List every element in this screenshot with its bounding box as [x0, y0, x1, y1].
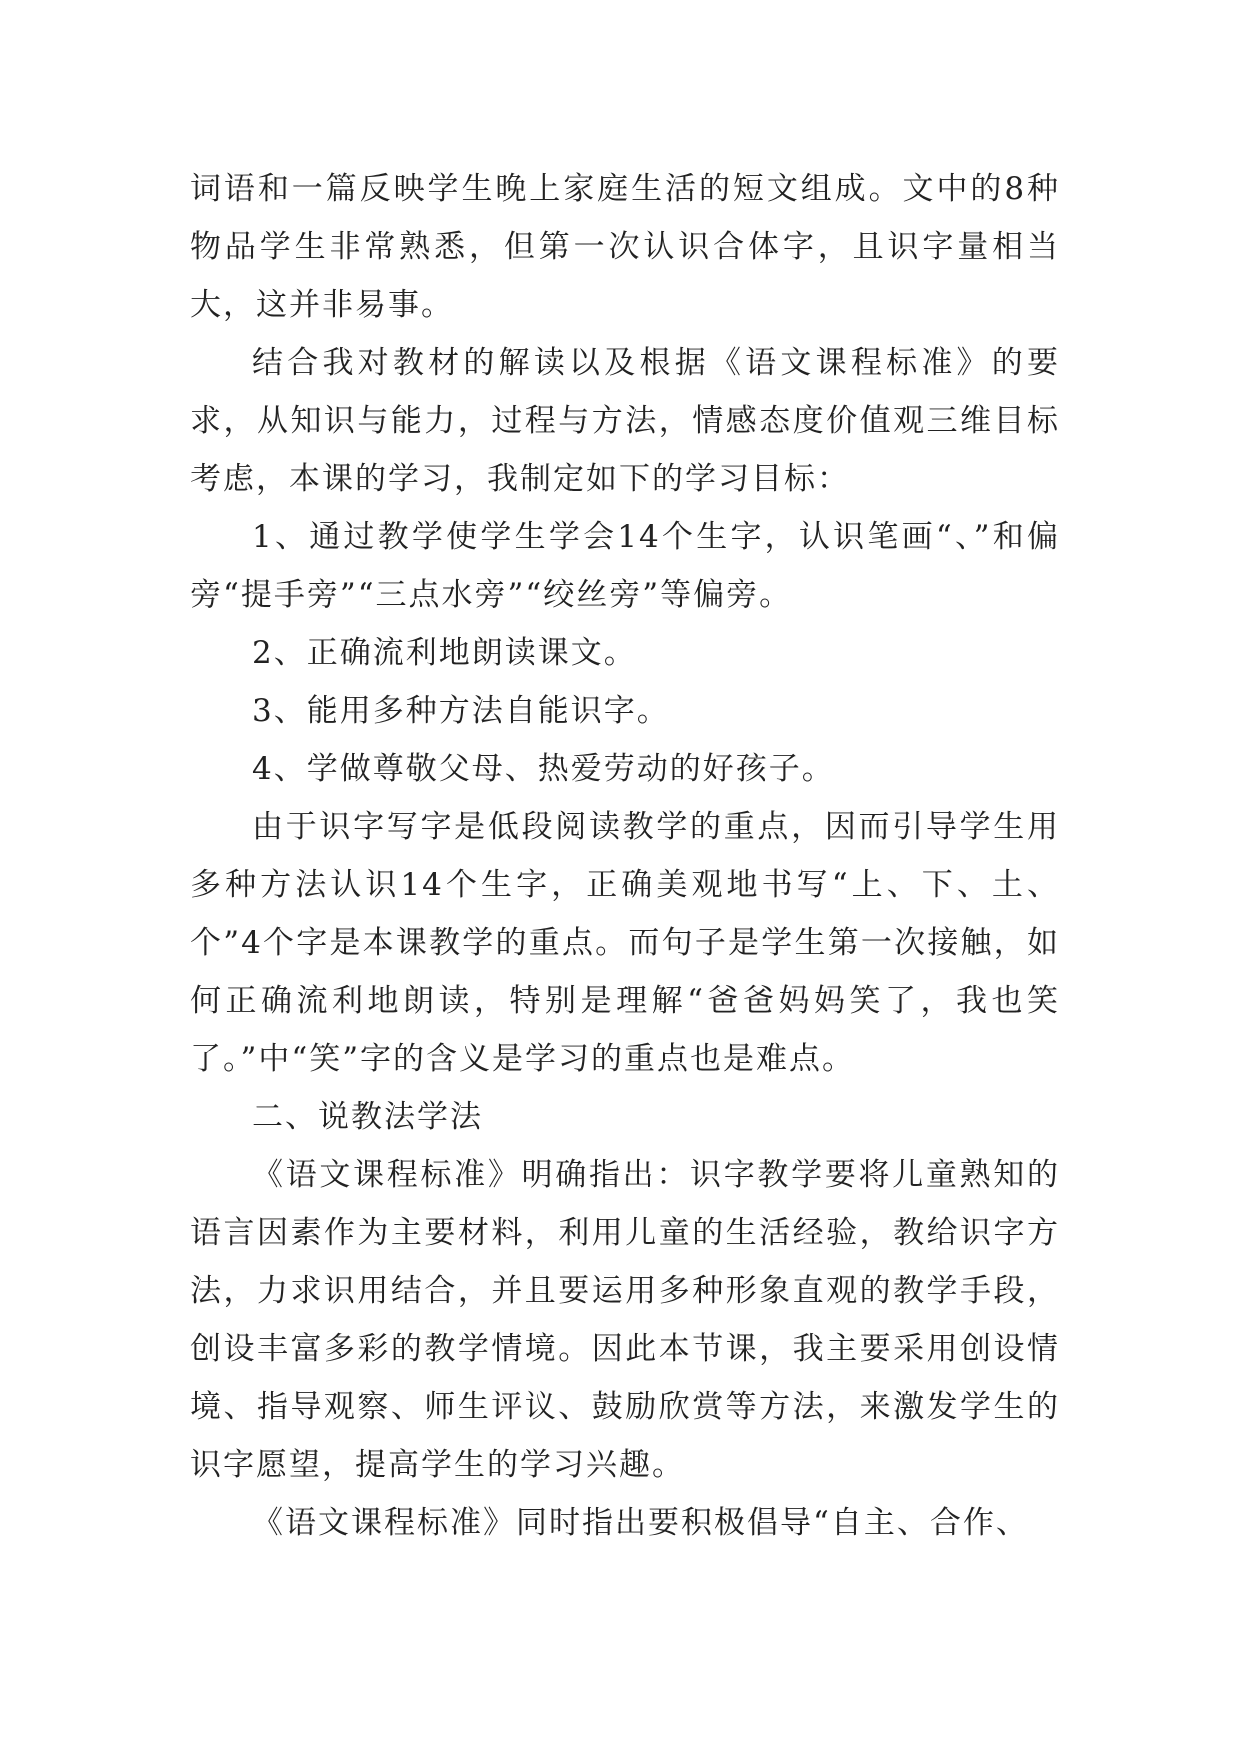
paragraph-learning-methods: 《语文课程标准》同时指出要积极倡导“自主、合作、 — [252, 1505, 1029, 1541]
paragraph-objectives-intro: 结合我对教材的解读以及根据《语文课程标准》的要求，从知识与能力，过程与方法，情感态度价值观三维目标考虑，本课的学习，我制定如下的学习目标： — [190, 345, 1060, 497]
paragraph-teaching-methods: 《语文课程标准》明确指出：识字教学要将儿童熟知的语言因素作为主要材料，利用儿童的生活经验，教给识字方法，力求识用结合，并且要运用多种形象直观的教学手段，创设丰富多彩的教学情境。因此本节课，我主要采用创设情境、指导观察、师生评议、鼓励欣赏等方法，来激发学生的识字愿望，提高学生的学习兴趣。 — [190, 1157, 1060, 1483]
paragraph-objective-2: 2、正确流利地朗读课文。 — [252, 635, 637, 671]
section-heading-methods: 二、说教法学法 — [252, 1099, 483, 1135]
document-body — [190, 160, 1060, 1552]
paragraph-intro-continuation: 词语和一篇反映学生晚上家庭生活的短文组成。文中的8种物品学生非常熟悉，但第一次认识合体字，且识字量相当大，这并非易事。 — [190, 171, 1060, 323]
paragraph-objective-1: 1、通过教学使学生学会14个生字，认识笔画“、”和偏旁“提手旁”“三点水旁”“绞丝旁”等偏旁。 — [190, 519, 1060, 613]
paragraph-objective-3: 3、能用多种方法自能识字。 — [252, 693, 670, 729]
paragraph-objective-4: 4、学做尊敬父母、热爱劳动的好孩子。 — [252, 751, 835, 787]
paragraph-key-points: 由于识字写字是低段阅读教学的重点，因而引导学生用多种方法认识14个生字，正确美观地书写“上、下、土、个”4个字是本课教学的重点。而句子是学生第一次接触，如何正确流利地朗读，特别是理解“爸爸妈妈笑了，我也笑了。”中“笑”字的含义是学习的重点也是难点。 — [190, 809, 1060, 1077]
